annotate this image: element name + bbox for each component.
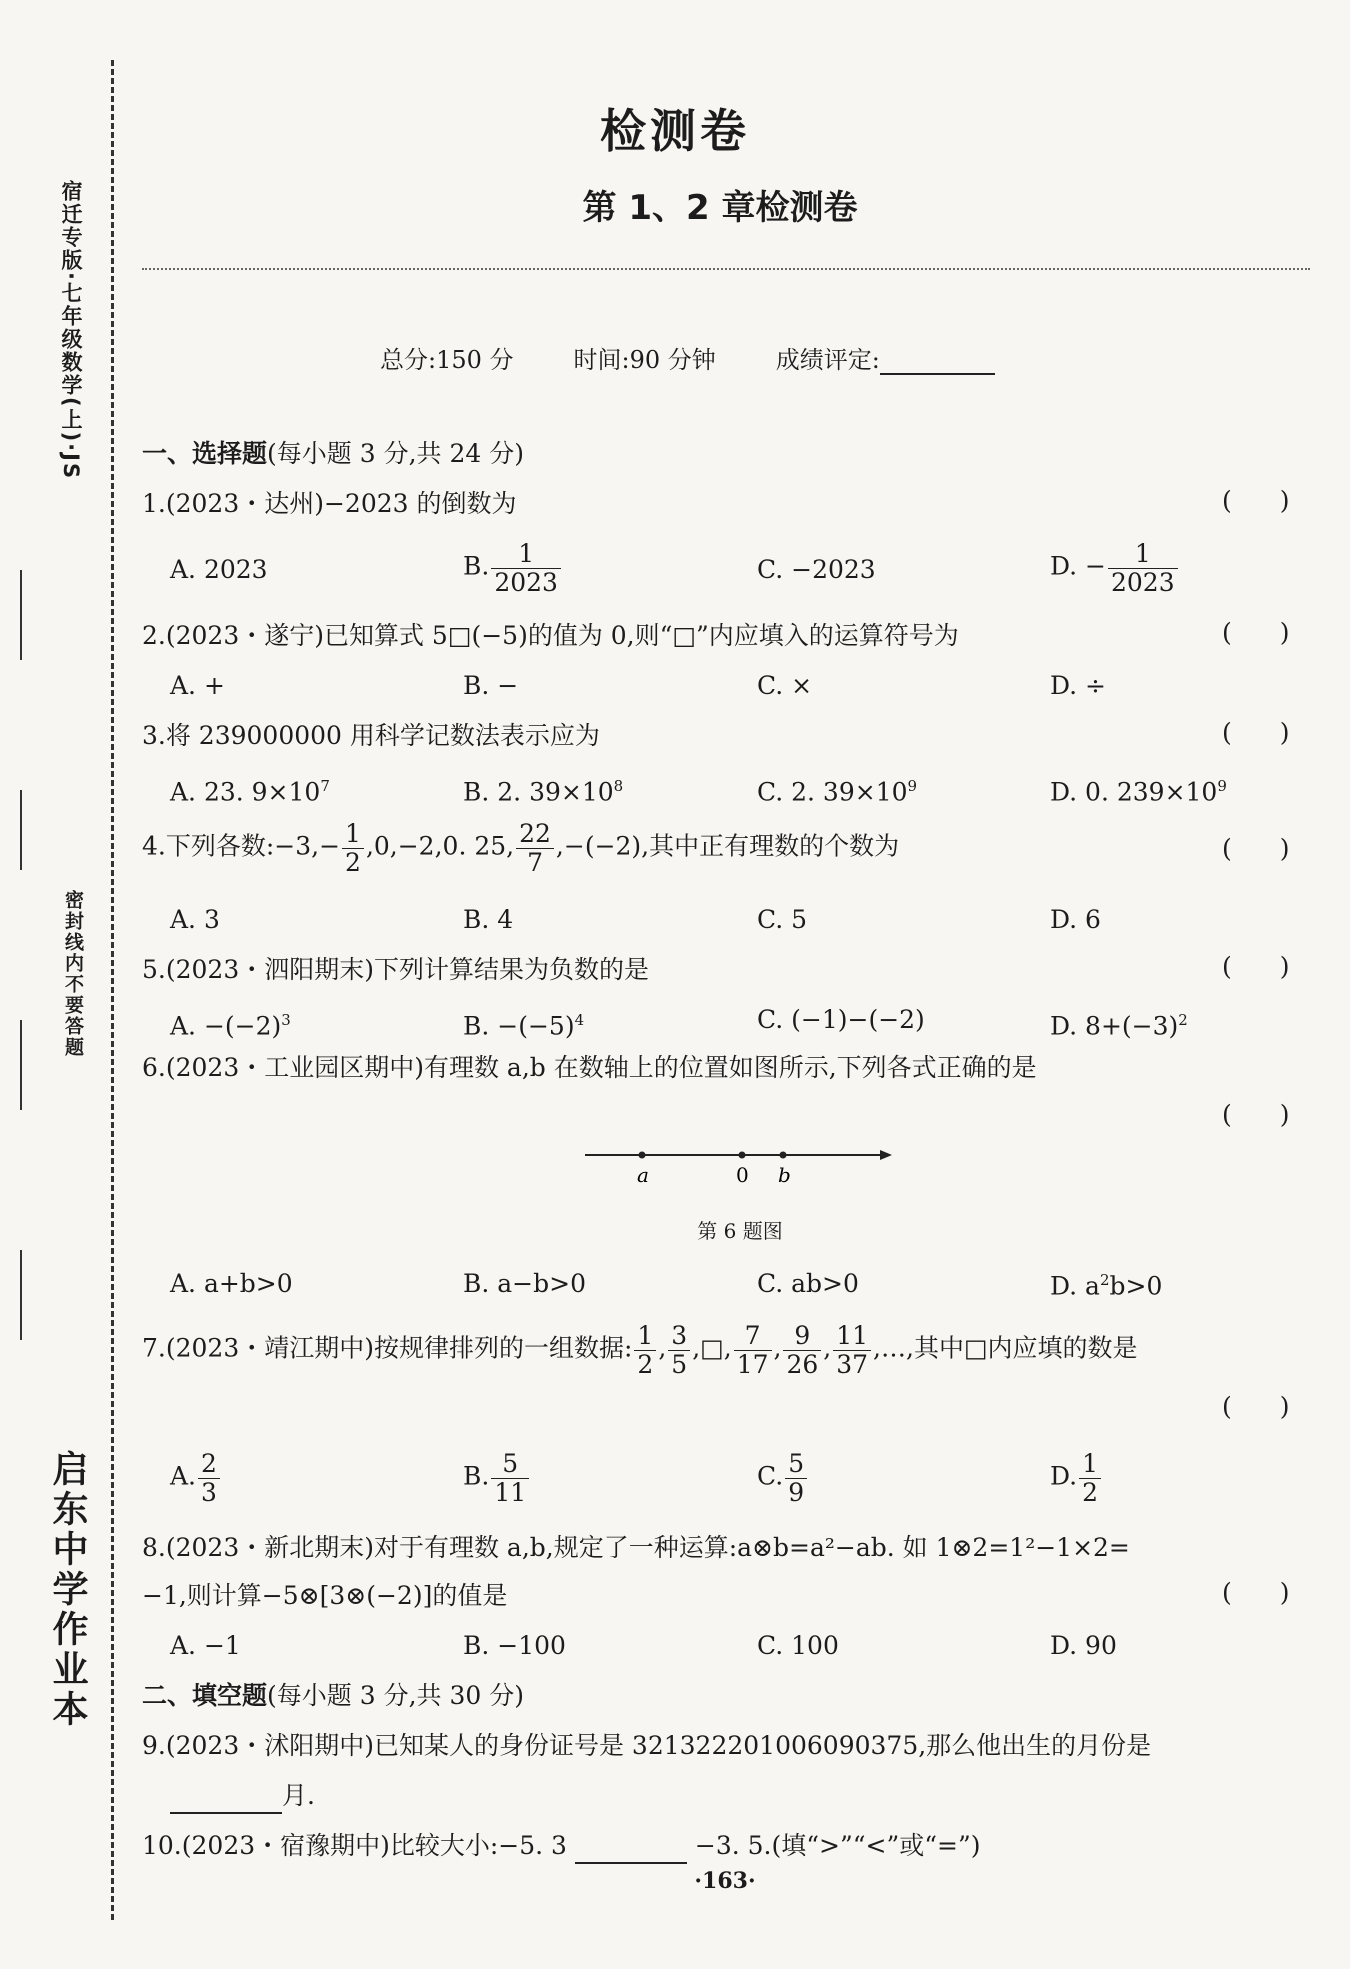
label-b: b [778, 1163, 791, 1187]
option-a: A. $\frac{2}{3}$ [170, 1450, 222, 1506]
option-c: C. 2. $39\times 10^9$ [757, 777, 918, 807]
answer-paren[interactable]: ( ) [1222, 952, 1290, 981]
fraction: $\frac{7}{17}$ [734, 1322, 772, 1378]
option-a: A. $-(-2)^3$ [170, 1011, 291, 1041]
fraction: $\frac{9}{26}$ [783, 1322, 821, 1378]
option-c: C. (−1)−(−2) [757, 1005, 925, 1034]
option-c: C. 100 [757, 1631, 839, 1660]
figure-caption: 第 6 题图 [697, 1219, 783, 1243]
answer-paren[interactable]: ( ) [1222, 1100, 1290, 1129]
question-9-line-2: 月. [170, 1778, 315, 1814]
point-a [639, 1152, 646, 1159]
answer-paren[interactable]: ( ) [1222, 1578, 1290, 1607]
question-1: 1.(2023・达州)−2023 的倒数为 [142, 489, 517, 518]
page-title: 检测卷 [600, 104, 750, 158]
fraction: $\frac{1}{2}$ [634, 1322, 656, 1378]
question-3: 3.将 239000000 用科学记数法表示应为 [142, 721, 600, 750]
section-heading: 一、选择题(每小题 3 分,共 24 分) [142, 439, 524, 468]
option-b: B. − [463, 671, 519, 700]
fraction: $\frac{1}{2023}$ [491, 540, 561, 596]
answer-paren[interactable]: ( ) [1222, 718, 1290, 747]
option-a: A. + [170, 671, 225, 700]
point-0 [739, 1152, 746, 1159]
option-a: A. 2023 [170, 555, 268, 584]
option-d: D. 6 [1050, 905, 1101, 934]
side-blank-line [20, 1020, 22, 1110]
option-d: D. ÷ [1050, 671, 1106, 700]
option-b: B. $\frac{1}{2023}$ [463, 540, 563, 596]
side-edition-text: 宿迁专版·七年级数学(上)·JS [59, 180, 83, 481]
question-2: 2.(2023・遂宁)已知算式 5□(−5)的值为 0,则“□”内应填入的运算符号为 [142, 621, 959, 650]
header-divider [142, 268, 1310, 270]
fraction: $\frac{1}{2}$ [342, 820, 364, 876]
option-b: B. 4 [463, 905, 514, 934]
option-a: A. 23. $9\times 10^7$ [170, 777, 330, 807]
option-a: A. −1 [170, 1631, 241, 1660]
option-c: C. $\frac{5}{9}$ [757, 1450, 809, 1506]
option-b: B. $-(-5)^4$ [463, 1011, 585, 1041]
fraction: $\frac{1}{2023}$ [1108, 540, 1178, 596]
total-score: 总分:150 分 [380, 346, 514, 374]
option-d: D. $a^2b>0$ [1050, 1271, 1163, 1301]
number-line-figure [580, 1130, 900, 1190]
question-5: 5.(2023・泗阳期末)下列计算结果为负数的是 [142, 955, 649, 984]
option-a: A. 3 [170, 905, 220, 934]
label-a: a [637, 1163, 649, 1187]
seal-dashed-line [111, 60, 114, 1920]
time-limit: 时间:90 分钟 [573, 346, 716, 374]
answer-paren[interactable]: ( ) [1222, 618, 1290, 647]
page-subtitle: 第 1、2 章检测卷 [582, 188, 858, 228]
option-b: B. −100 [463, 1631, 566, 1660]
question-7: 7.(2023・靖江期中)按规律排列的一组数据: $\frac{1}{2}$ , $\frac{3}{5}$ ,□, $\frac{7}{17}$ , $\frac{9}{26}$ , $\frac{11}{37}$ ,…,其中□内应填的数是 [142, 1321, 1138, 1379]
point-b [780, 1152, 787, 1159]
side-brand-text: 启东中学作业本 [47, 1450, 88, 1730]
option-b: B. a−b>0 [463, 1269, 586, 1298]
option-b: B. $\frac{5}{11}$ [463, 1450, 531, 1506]
question-10: 10.(2023・宿豫期中)比较大小:−5. 3 −3. 5.(填“>”“<”或“=”) [142, 1828, 981, 1864]
side-seal-text: 密封线内不要答题 [62, 890, 84, 1058]
question-9: 9.(2023・沭阳期中)已知某人的身份证号是 321322201006090375,那么他出生的月份是 [142, 1731, 1152, 1760]
label-0: 0 [736, 1163, 749, 1187]
option-a: A. a+b>0 [170, 1269, 293, 1298]
option-c: C. ab>0 [757, 1269, 859, 1298]
arrow-right-icon [880, 1150, 892, 1160]
answer-blank[interactable] [170, 1782, 282, 1814]
question-8-line-2: −1,则计算−5⊗[3⊗(−2)]的值是 [142, 1581, 508, 1610]
answer-paren[interactable]: ( ) [1222, 1392, 1290, 1421]
grade-label: 成绩评定: [775, 346, 880, 374]
grade-blank[interactable] [880, 373, 995, 375]
answer-blank[interactable] [575, 1832, 687, 1864]
question-6: 6.(2023・工业园区期中)有理数 a,b 在数轴上的位置如图所示,下列各式正确的是 [142, 1053, 1037, 1082]
option-c: C. × [757, 671, 813, 700]
option-d: D. − $\frac{1}{2023}$ [1050, 540, 1180, 596]
section-heading: 二、填空题(每小题 3 分,共 30 分) [142, 1681, 524, 1710]
fraction: $\frac{11}{37}$ [833, 1322, 871, 1378]
question-4: 4.下列各数:−3,− $\frac{1}{2}$ ,0,−2,0. 25, $\frac{22}{7}$ ,−(−2),其中正有理数的个数为 [142, 819, 900, 877]
side-blank-line [20, 790, 22, 870]
option-c: C. −2023 [757, 555, 876, 584]
exam-info [380, 340, 995, 375]
side-blank-line [20, 570, 22, 660]
option-d: D. $8+(-3)^2$ [1050, 1011, 1188, 1041]
fraction: $\frac{22}{7}$ [516, 820, 554, 876]
option-c: C. 5 [757, 905, 808, 934]
option-d: D. $\frac{1}{2}$ [1050, 1450, 1103, 1506]
fraction: $\frac{3}{5}$ [668, 1322, 690, 1378]
answer-paren[interactable]: ( ) [1222, 486, 1290, 515]
answer-paren[interactable]: ( ) [1222, 834, 1290, 863]
side-blank-line [20, 1250, 22, 1340]
question-8-line-1: 8.(2023・新北期末)对于有理数 a,b,规定了一种运算:a⊗b=a²−ab. 如 1⊗2=1²−1×2= [142, 1533, 1130, 1562]
option-b: B. 2. $39\times 10^8$ [463, 777, 624, 807]
option-d: D. 0. $239\times 10^9$ [1050, 777, 1227, 807]
option-d: D. 90 [1050, 1631, 1117, 1660]
page-number: ·163· [694, 1868, 756, 1894]
